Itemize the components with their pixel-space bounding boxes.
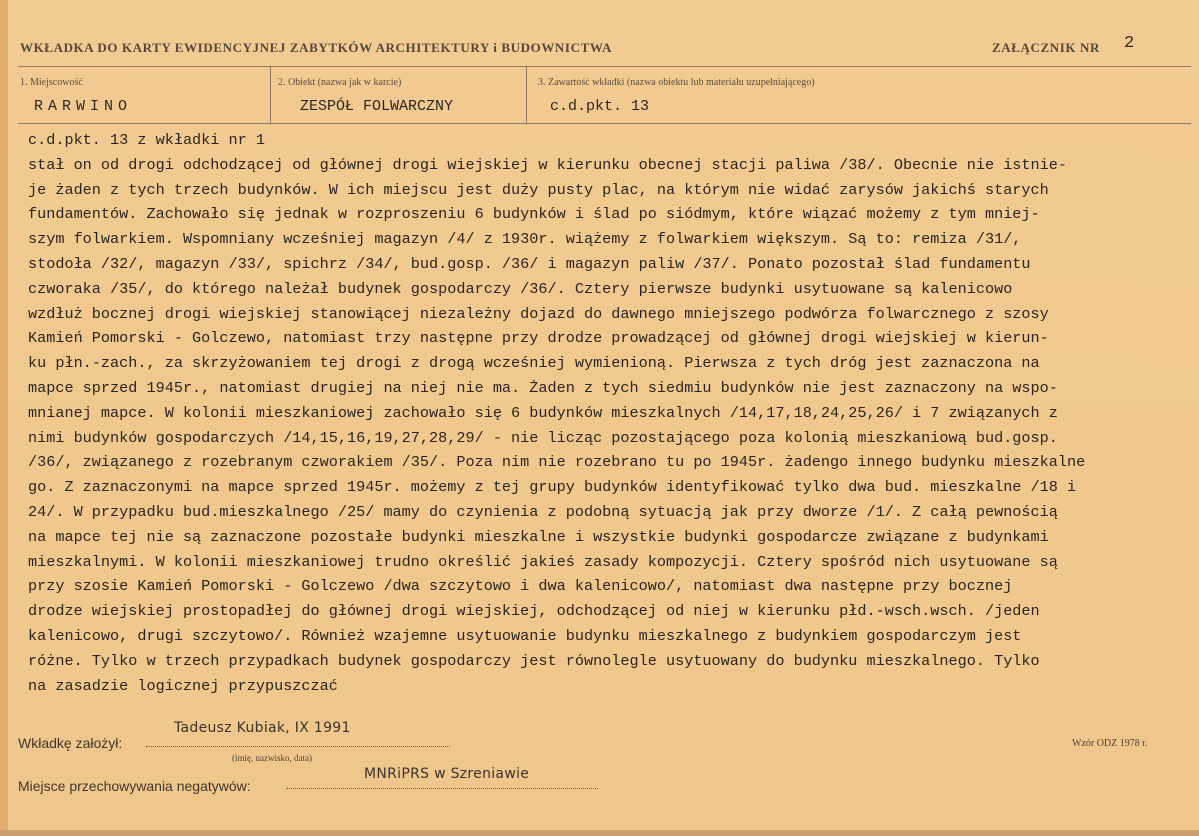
body-line: 24/. W przypadku bud.mieszkalnego /25/ mamy do czynienia z podobną sytuacją jak przy dworze /1/. Z całą pewnością (28, 502, 1058, 521)
card-bottom-edge (0, 830, 1199, 836)
column-divider-2 (526, 66, 527, 123)
header-rule-top (18, 66, 1191, 67)
place-value: RARWINO (34, 98, 133, 115)
object-label: 2. Obiekt (nazwa jak w karcie) (278, 77, 402, 88)
storage-label: Miejsce przechowywania negatywów: (18, 778, 251, 794)
content-value: c.d.pkt. 13 (550, 98, 650, 115)
header-rule-bottom (18, 123, 1191, 124)
form-reference: Wzór ODZ 1978 r. (1072, 738, 1148, 749)
body-line: fundamentów. Zachowało się jednak w rozproszeniu 6 budynków i ślad po siódmym, które wiązać możemy z tym mniej- (28, 205, 1040, 224)
body-line: szym folwarkiem. Wspomniany wcześniej magazyn /4/ z 1930r. wiążemy z folwarkiem większym. Są to: remiza /31/, (28, 230, 1022, 249)
column-divider-1 (270, 66, 271, 123)
body-line: mapce sprzed 1945r., natomiast drugiej na niej nie ma. Żaden z tych siedmiu budynków nie jest zaznaczony na wspo- (28, 378, 1058, 397)
attachment-label: ZAŁĄCZNIK NR (992, 40, 1100, 55)
content-label: 3. Zawartość wkładki (nazwa obiektu lub materiału uzupełniającego) (538, 77, 815, 88)
body-line: na mapce tej nie są zaznaczone pozostałe budynki mieszkalne i wszystkie budynki gospodarcze związane z budynkami (28, 527, 1049, 546)
body-line: je żaden z tych trzech budynków. W ich miejscu jest duży pusty plac, na którym nie widać zarysów jakichś starych (28, 180, 1049, 199)
body-line: mieszkalnymi. W kolonii mieszkaniowej trudno określić jakieś zasady kompozycji. Cztery spośród nich usytuowane są (28, 552, 1058, 571)
body-line: czworaka /35/, do którego należał budynek gospodarczy /36/. Cztery pierwsze budynki usytuowane są kalenicowo (28, 279, 1013, 298)
place-label: 1. Miejscowość (20, 77, 83, 88)
storage-value: MNRiPRS w Szreniawie (364, 766, 530, 782)
body-line: stał on od drogi odchodzącej od głównej drogi wiejskiej w kierunku obecnej stacji paliwa /38/. Obecnie nie istnie- (28, 155, 1067, 174)
author-label: Wkładkę założył: (18, 735, 123, 751)
author-line (146, 746, 450, 747)
card-left-edge (0, 0, 8, 836)
body-line: wzdłuż bocznej drogi wiejskiej stanowiącej niezależny dojazd do dawnego mniejszego podwórza folwarcznego z szosy (28, 304, 1049, 323)
body-line: go. Z zaznaczonymi na mapce sprzed 1945r. możemy z tej grupy budynków identyfikować tylko dwa bud. mieszkalne /18 i (28, 478, 1077, 497)
body-line: na zasadzie logicznej przypuszczać (28, 676, 338, 695)
typewritten-body (28, 128, 1193, 698)
body-line: drodze wiejskiej prostopadłej do głównej drogi wiejskiej, odchodzącej od niej w kierunku płd.-wsch.wsch. /jeden (28, 602, 1040, 621)
attachment-number: 2 (1124, 34, 1135, 53)
body-line: przy szosie Kamień Pomorski - Golczewo /dwa szczytowo i dwa kalenicowo/, natomiast dwa następne przy bocznej (28, 577, 1013, 596)
author-hint: (imię, nazwisko, data) (232, 753, 312, 763)
body-line: /36/, związanego z rozebranym czworakiem /35/. Poza nim nie rozebrano tu po 1945r. żadengo innego budynku mieszkalne (28, 453, 1086, 472)
body-line: stodoła /32/, magazyn /33/, spichrz /34/, bud.gosp. /36/ i magazyn paliw /37/. Ponato pozostał ślad fundamentu (28, 254, 1031, 273)
author-value: Tadeusz Kubiak, IX 1991 (174, 720, 351, 736)
body-line: Kamień Pomorski - Golczewo, natomiast trzy następne przy drodze prowadzącej od głównej drogi wiejskiej w kierun- (28, 329, 1049, 348)
body-line: nimi budynków gospodarczych /14,15,16,19,27,28,29/ - nie licząc pozostającego poza kolonią mieszkaniową bud.gosp. (28, 428, 1058, 447)
form-title: WKŁADKA DO KARTY EWIDENCYJNEJ ZABYTKÓW ARCHITEKTURY i BUDOWNICTWA (20, 40, 612, 55)
body-line: c.d.pkt. 13 z wkładki nr 1 (28, 131, 265, 149)
object-value: ZESPÓŁ FOLWARCZNY (300, 98, 454, 115)
body-line: ku płn.-zach., za skrzyżowaniem tej drogi z drogą wcześniej wymienioną. Pierwsza z tych dróg jest zaznaczona na (28, 354, 1040, 373)
storage-line (286, 788, 598, 789)
body-line: kalenicowo, drugi szczytowo/. Również wzajemne usytuowanie budynku mieszkalnego z budynkiem gospodarczym jest (28, 626, 1022, 645)
body-line: różne. Tylko w trzech przypadkach budynek gospodarczy jest równolegle usytuowany do budynku mieszkalnego. Tylko (28, 651, 1040, 670)
body-line: mnianej mapce. W kolonii mieszkaniowej zachowało się 6 budynków mieszkalnych /14,17,18,24,25,26/ i 7 związanych z (28, 403, 1058, 422)
